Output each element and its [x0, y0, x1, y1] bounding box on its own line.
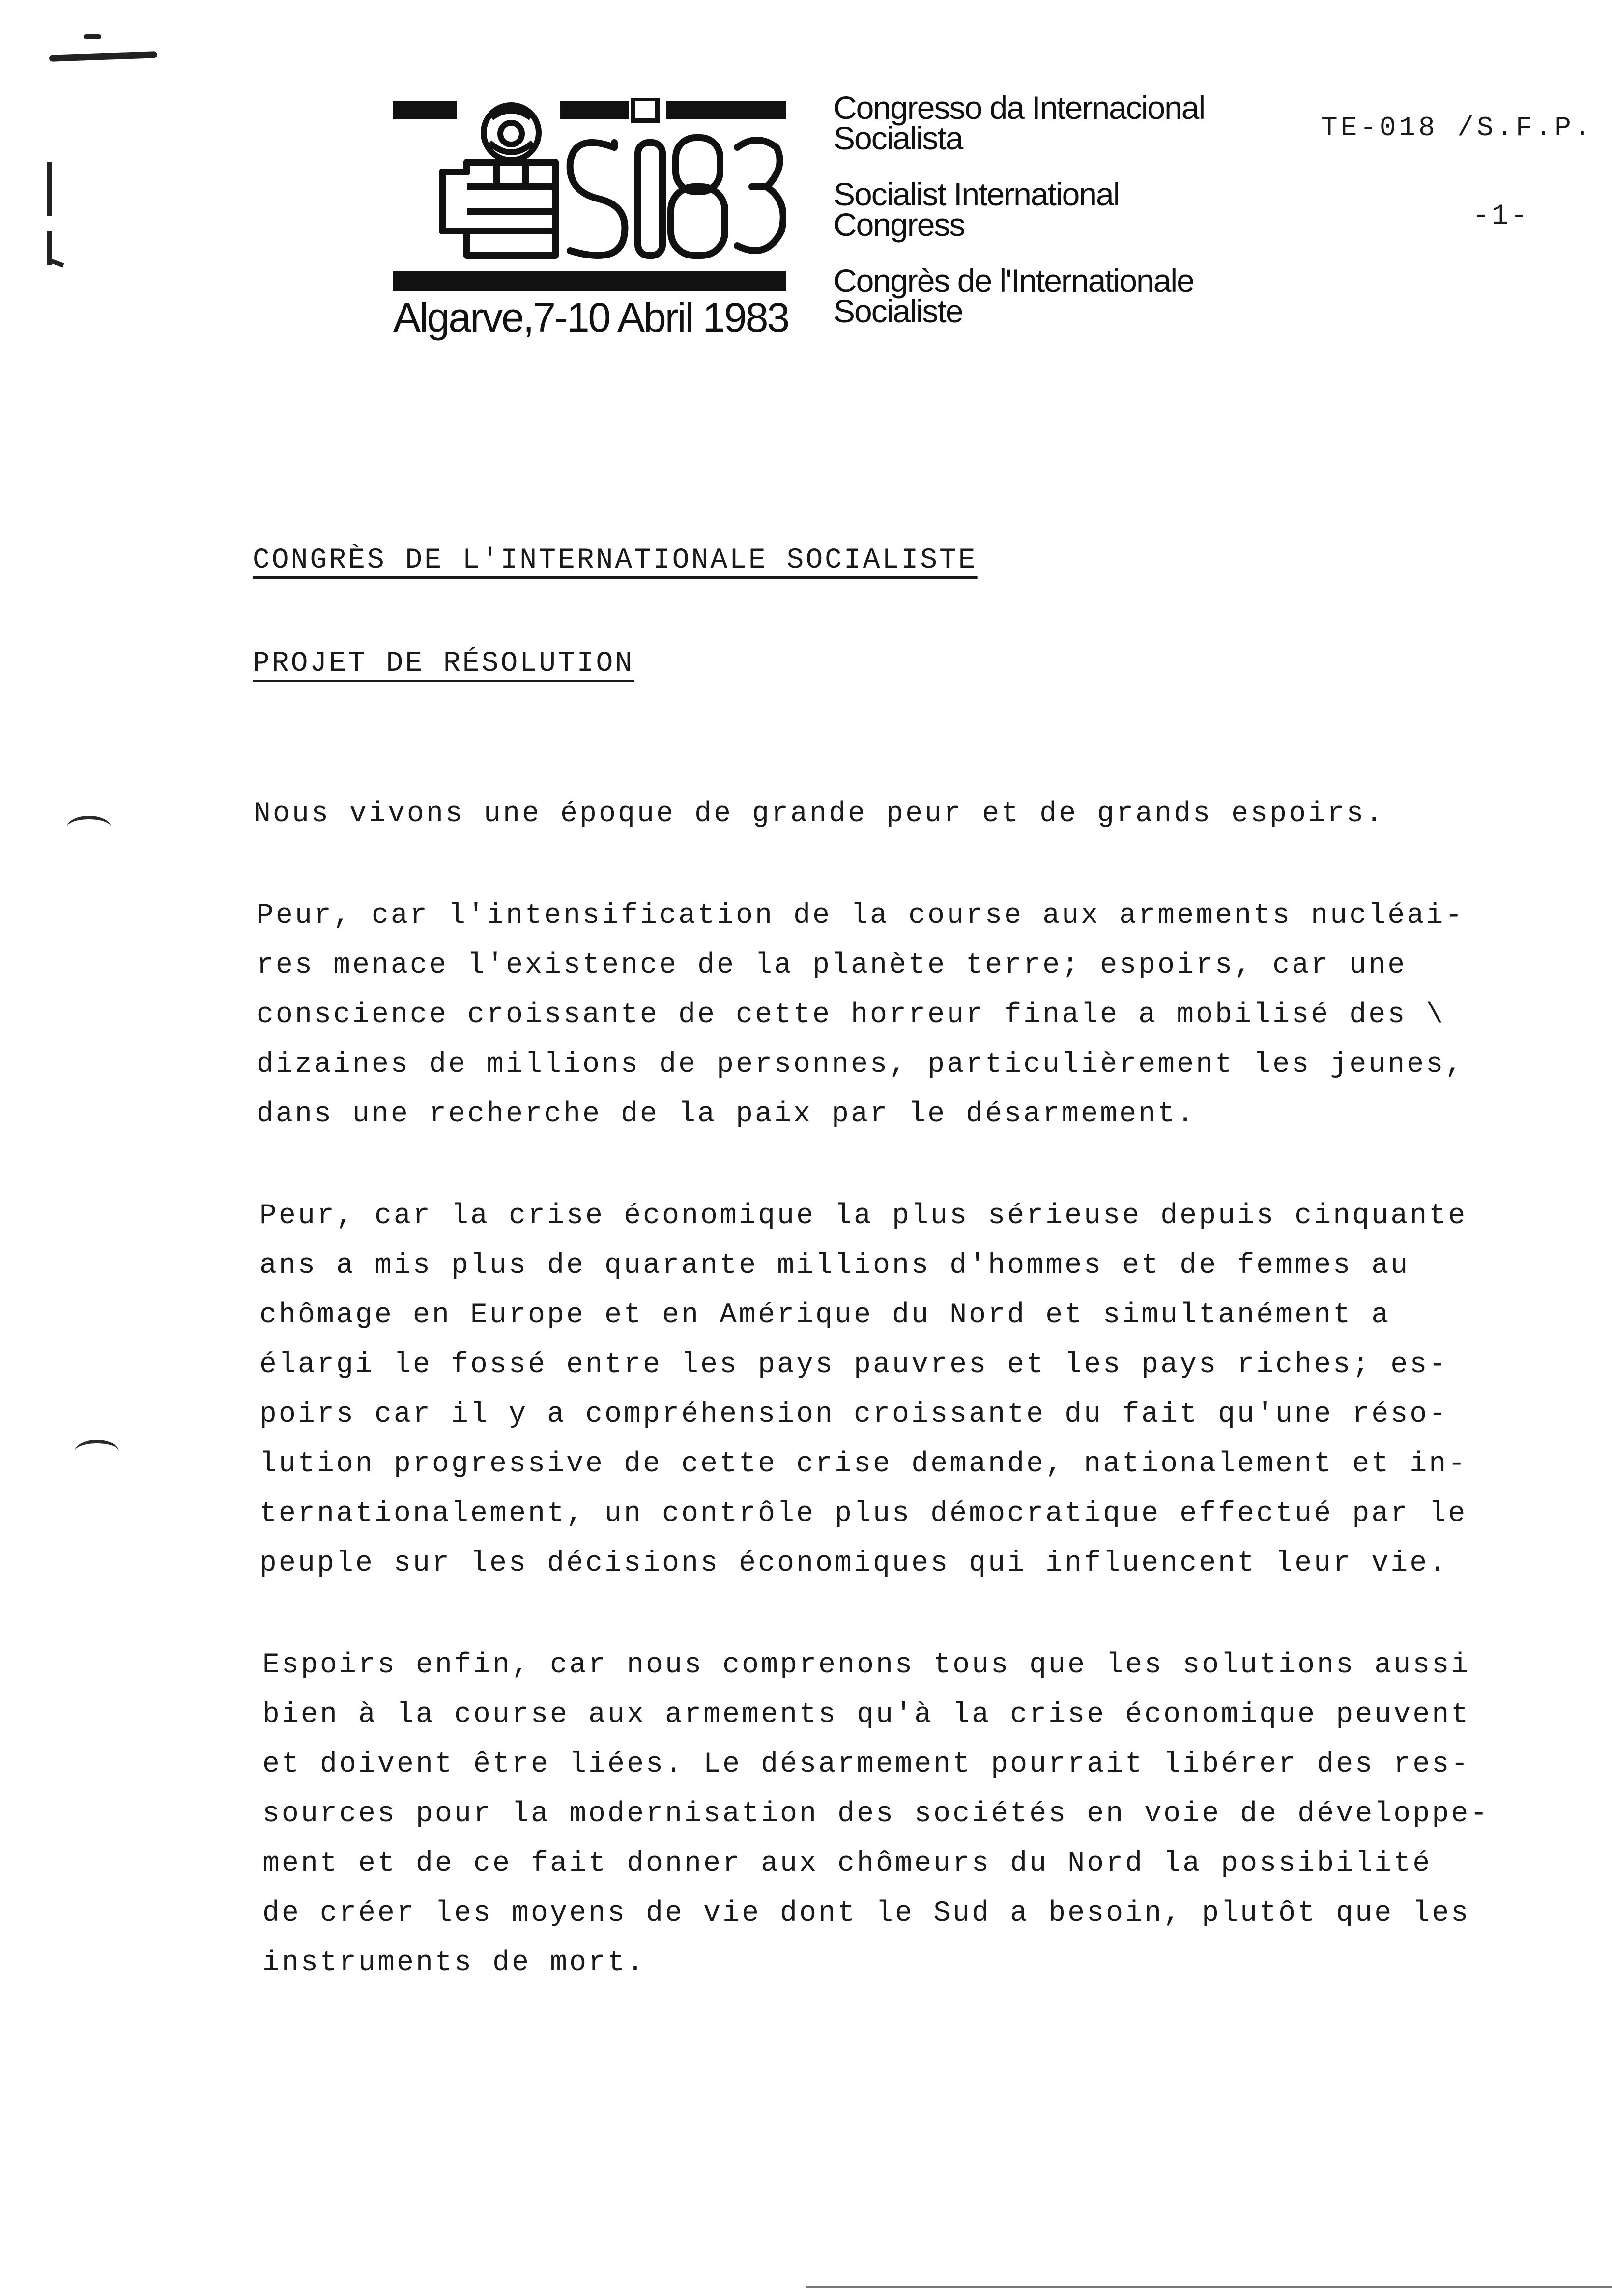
punch-hole-mark — [67, 816, 111, 839]
document-reference-code: TE-018 /S.F.P. — [1321, 112, 1594, 144]
text-line: Peur, car la crise économique la plus sérieuse depuis cinquante — [259, 1200, 1468, 1232]
text-line: Peur, car l'intensification de la course aux armements nucléai- — [257, 900, 1465, 932]
document-subtitle: PROJET DE RÉSOLUTION — [253, 648, 634, 680]
paragraph — [254, 1191, 1512, 1588]
congress-name-line: Congrès de l'Internationale — [834, 262, 1194, 299]
congress-name-line: Socialiste — [834, 293, 963, 329]
punch-hole-mark — [75, 1440, 119, 1463]
congress-name-line: Socialista — [834, 120, 963, 156]
resolution-body — [254, 789, 1512, 2040]
document-title: CONGRÈS DE L'INTERNATIONALE SOCIALISTE — [253, 545, 978, 576]
text-line: conscience croissante de cette horreur finale a mobilisé des \ — [257, 999, 1445, 1031]
text-line: lution progressive de cette crise demande, nationalement et in- — [259, 1448, 1468, 1480]
scan-mark — [49, 51, 157, 62]
text-line: peuple sur les décisions économiques qui influencent leur vie. — [259, 1548, 1448, 1579]
text-line: ternationalement, un contrôle plus démocratique effectué par le — [259, 1498, 1468, 1530]
paragraph — [254, 1640, 1512, 1988]
logo-caption: Algarve,7-10 Abril 1983 — [393, 294, 789, 341]
text-line: res menace l'existence de la planète terre; espoirs, car une — [257, 949, 1407, 981]
text-line: dans une recherche de la paix par le désarmement. — [257, 1098, 1196, 1130]
congress-name-pt — [834, 89, 1276, 156]
scan-mark — [47, 162, 52, 216]
page-number: -1- — [1472, 201, 1530, 232]
paragraph — [254, 789, 1512, 839]
text-line: sources pour la modernisation des sociétés en voie de développe- — [262, 1798, 1490, 1830]
text-line: élargi le fossé entre les pays pauvres et les pays riches; es- — [259, 1349, 1448, 1381]
text-line: Nous vivons une époque de grande peur et de grands espoirs. — [254, 798, 1385, 830]
scan-mark — [84, 34, 101, 39]
text-line: ment et de ce fait donner aux chômeurs du Nord la possibilité — [262, 1848, 1432, 1880]
text-line: poirs car il y a compréhension croissante du fait qu'une réso- — [259, 1399, 1448, 1431]
text-line: bien à la course aux armements qu'à la crise économique peuvent — [262, 1699, 1470, 1731]
text-line: Espoirs enfin, car nous comprenons tous que les solutions aussi — [262, 1649, 1470, 1681]
congress-name-en — [834, 176, 1276, 243]
congress-name-fr — [834, 262, 1276, 329]
text-line: ans a mis plus de quarante millions d'hommes et de femmes au — [259, 1250, 1410, 1282]
text-line: et doivent être liées. Le désarmement pourrait libérer des res- — [262, 1749, 1470, 1780]
text-line: chômage en Europe et en Amérique du Nord et simultanément a — [259, 1299, 1391, 1331]
text-line: dizaines de millions de personnes, particulièrement les jeunes, — [257, 1049, 1465, 1081]
si83-logo-graphic — [393, 98, 786, 295]
paragraph — [254, 891, 1512, 1139]
congress-name-line: Socialist International — [834, 176, 1120, 212]
scan-edge-line — [806, 2286, 1612, 2288]
text-line: instruments de mort. — [262, 1947, 646, 1979]
congress-name-line: Congresso da Internacional — [834, 89, 1205, 126]
text-line: de créer les moyens de vie dont le Sud a besoin, plutôt que les — [262, 1897, 1470, 1929]
scan-mark — [47, 258, 64, 267]
congress-names — [834, 89, 1276, 352]
congress-name-line: Congress — [834, 206, 965, 243]
